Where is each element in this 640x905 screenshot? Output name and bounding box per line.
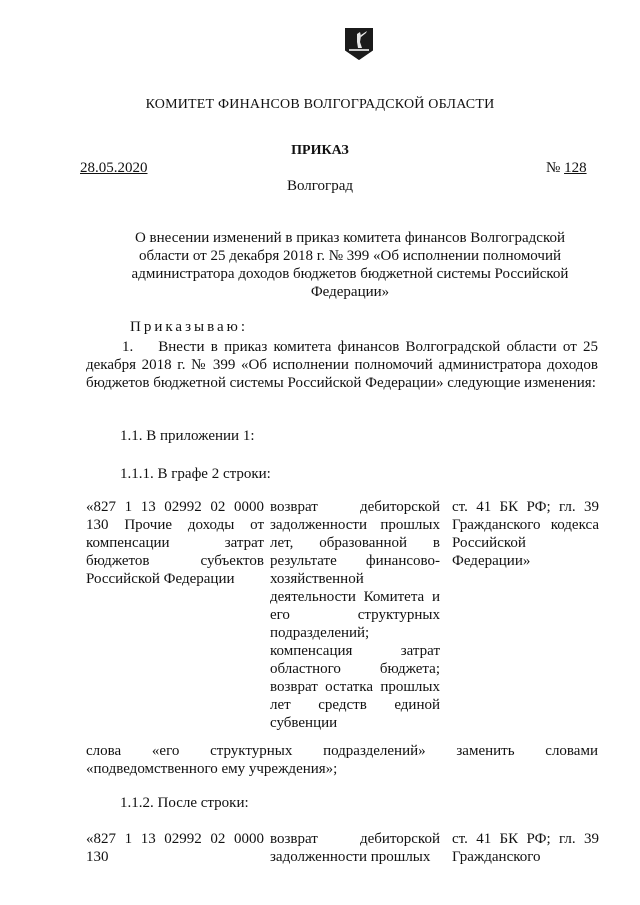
order-number (546, 159, 587, 177)
number-sign: № (546, 160, 561, 176)
table1-code-column: «827 1 13 02992 02 0000 130 Прочие доходы от компенсации затрат бюджетов субъектов Российской Федерации (86, 499, 264, 587)
subsection-1-1: 1.1. В приложении 1: (120, 428, 255, 444)
subsection-1-1-1: 1.1.1. В графе 2 строки: (120, 466, 271, 482)
table1-description-column: возврат дебиторской задолженности прошлых лет, образованной в результате финансово-хозяйственной деятельности Комитета и его структурных подразделений; компенсация затрат областного бюджета; возврат остатка прошлых лет средств единой субвенции (270, 499, 440, 731)
replacement-instruction: слова «его структурных подразделений» заменить словами «подведомственного ему учреждения»; (86, 743, 598, 777)
order-directive: Приказываю: (130, 319, 248, 335)
paragraph-1: 1. Внести в приказ комитета финансов Волгоградской области от 25 декабря 2018 г. № 399 «Об исполнении полномочий администратора доходов бюджетов бюджетной системы Российской Федерации» следующие изменения: (86, 339, 598, 391)
order-date (80, 159, 155, 177)
committee-name: КОМИТЕТ ФИНАНСОВ ВОЛГОГРАДСКОЙ ОБЛАСТИ (145, 97, 495, 112)
table2-basis-column: ст. 41 БК РФ; гл. 39 Гражданского (452, 831, 599, 865)
table2-description-column: возврат дебиторской задолженности прошлых (270, 831, 440, 865)
order-date-value: 28.05.2020 (80, 160, 148, 176)
coat-of-arms-emblem (345, 28, 373, 60)
subsection-1-1-2: 1.1.2. После строки: (120, 795, 249, 811)
order-subject: О внесении изменений в приказ комитета финансов Волгоградской области от 25 декабря 2018 г. № 399 «Об исполнении полномочий администратора доходов бюджетов бюджетной системы Российской Федерации» (131, 230, 569, 300)
document-title: ПРИКАЗ (291, 143, 349, 158)
order-number-value: 128 (564, 160, 587, 176)
table1-basis-column: ст. 41 БК РФ; гл. 39 Гражданского кодекса Российской Федерации» (452, 499, 599, 569)
table2-code-column: «827 1 13 02992 02 0000 130 (86, 831, 264, 865)
city-name: Волгоград (286, 178, 353, 194)
